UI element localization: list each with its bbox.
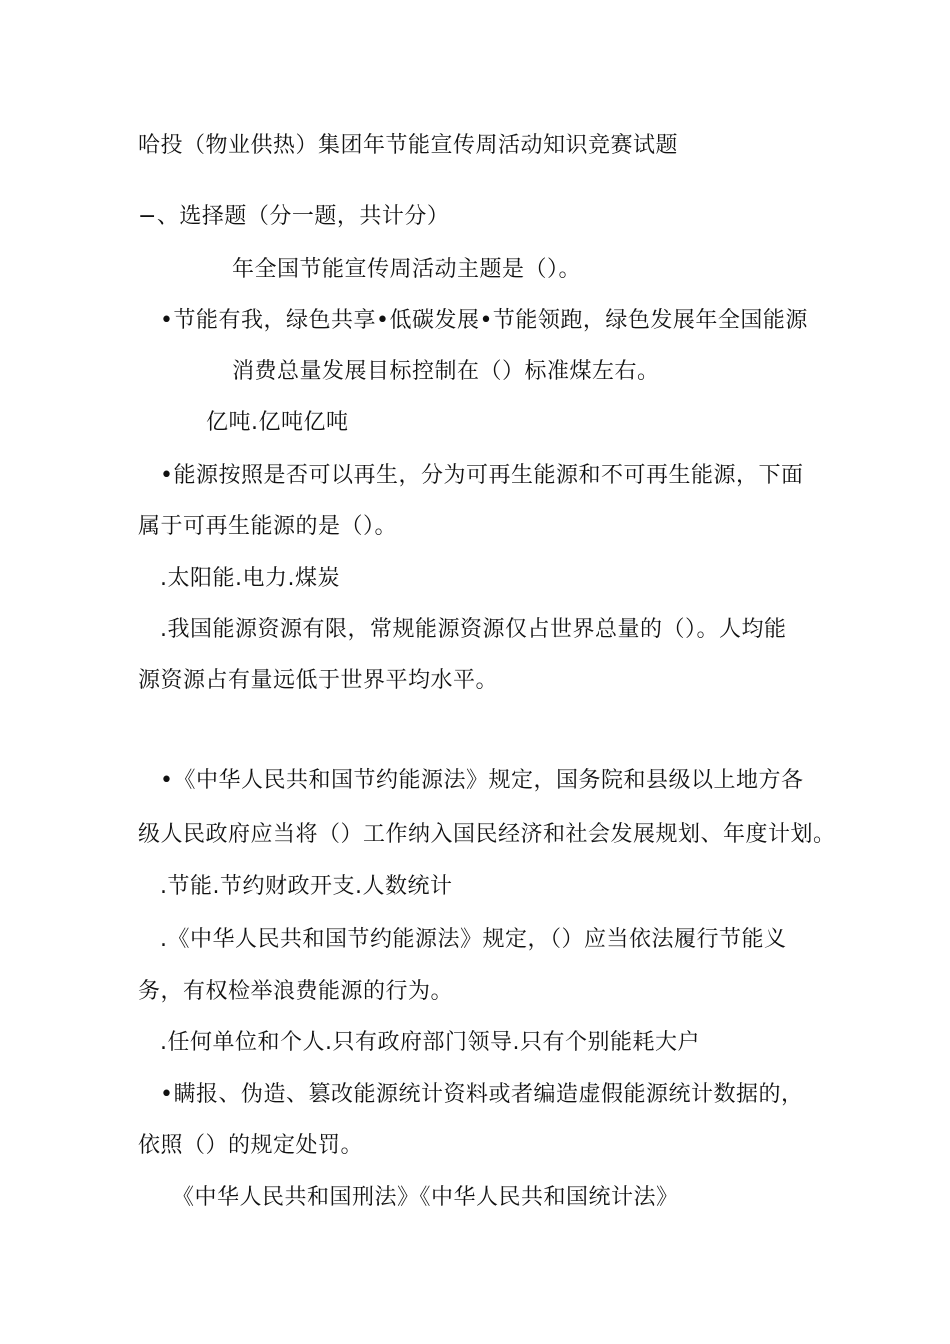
- question-text: 消费总量发展目标控制在（）标准煤左右。: [232, 359, 660, 384]
- section-heading: −、选择题（分一题，共计分）: [138, 204, 450, 229]
- question-text: 级人民政府应当将（）工作纳入国民经济和社会发展规划、年度计划。: [138, 822, 836, 847]
- answer-options: 《中华人民共和国刑法》《中华人民共和国统计法》: [172, 1185, 679, 1210]
- question-text: •节能有我，绿色共享•低碳发展•节能领跑，绿色发展年全国能源: [160, 308, 808, 333]
- answer-options: .节能.节约财政开支.人数统计: [160, 874, 453, 899]
- question-text: 依照（）的规定处罚。: [138, 1133, 364, 1158]
- document-title: 哈投（物业供热）集团年节能宣传周活动知识竞赛试题: [138, 133, 679, 158]
- answer-options: .任何单位和个人.只有政府部门领导.只有个别能耗大户: [160, 1030, 700, 1055]
- question-text: •《中华人民共和国节约能源法》规定，国务院和县级以上地方各: [160, 768, 804, 793]
- question-text: •能源按照是否可以再生，分为可再生能源和不可再生能源，下面: [160, 463, 804, 488]
- question-text: •瞒报、伪造、篡改能源统计资料或者编造虚假能源统计数据的，: [160, 1082, 804, 1107]
- question-text: 源资源占有量远低于世界平均水平。: [138, 668, 499, 693]
- question-text: .《中华人民共和国节约能源法》规定，（）应当依法履行节能义: [160, 927, 787, 952]
- answer-options: 亿吨.亿吨亿吨: [206, 410, 349, 435]
- question-text: 属于可再生能源的是（）。: [138, 514, 398, 539]
- question-text: 年全国节能宣传周活动主题是（）。: [232, 257, 582, 282]
- answer-options: .太阳能.电力.煤炭: [160, 566, 340, 591]
- question-text: 务，有权检举浪费能源的行为。: [138, 979, 454, 1004]
- question-text: .我国能源资源有限，常规能源资源仅占世界总量的（）。人均能: [160, 617, 787, 642]
